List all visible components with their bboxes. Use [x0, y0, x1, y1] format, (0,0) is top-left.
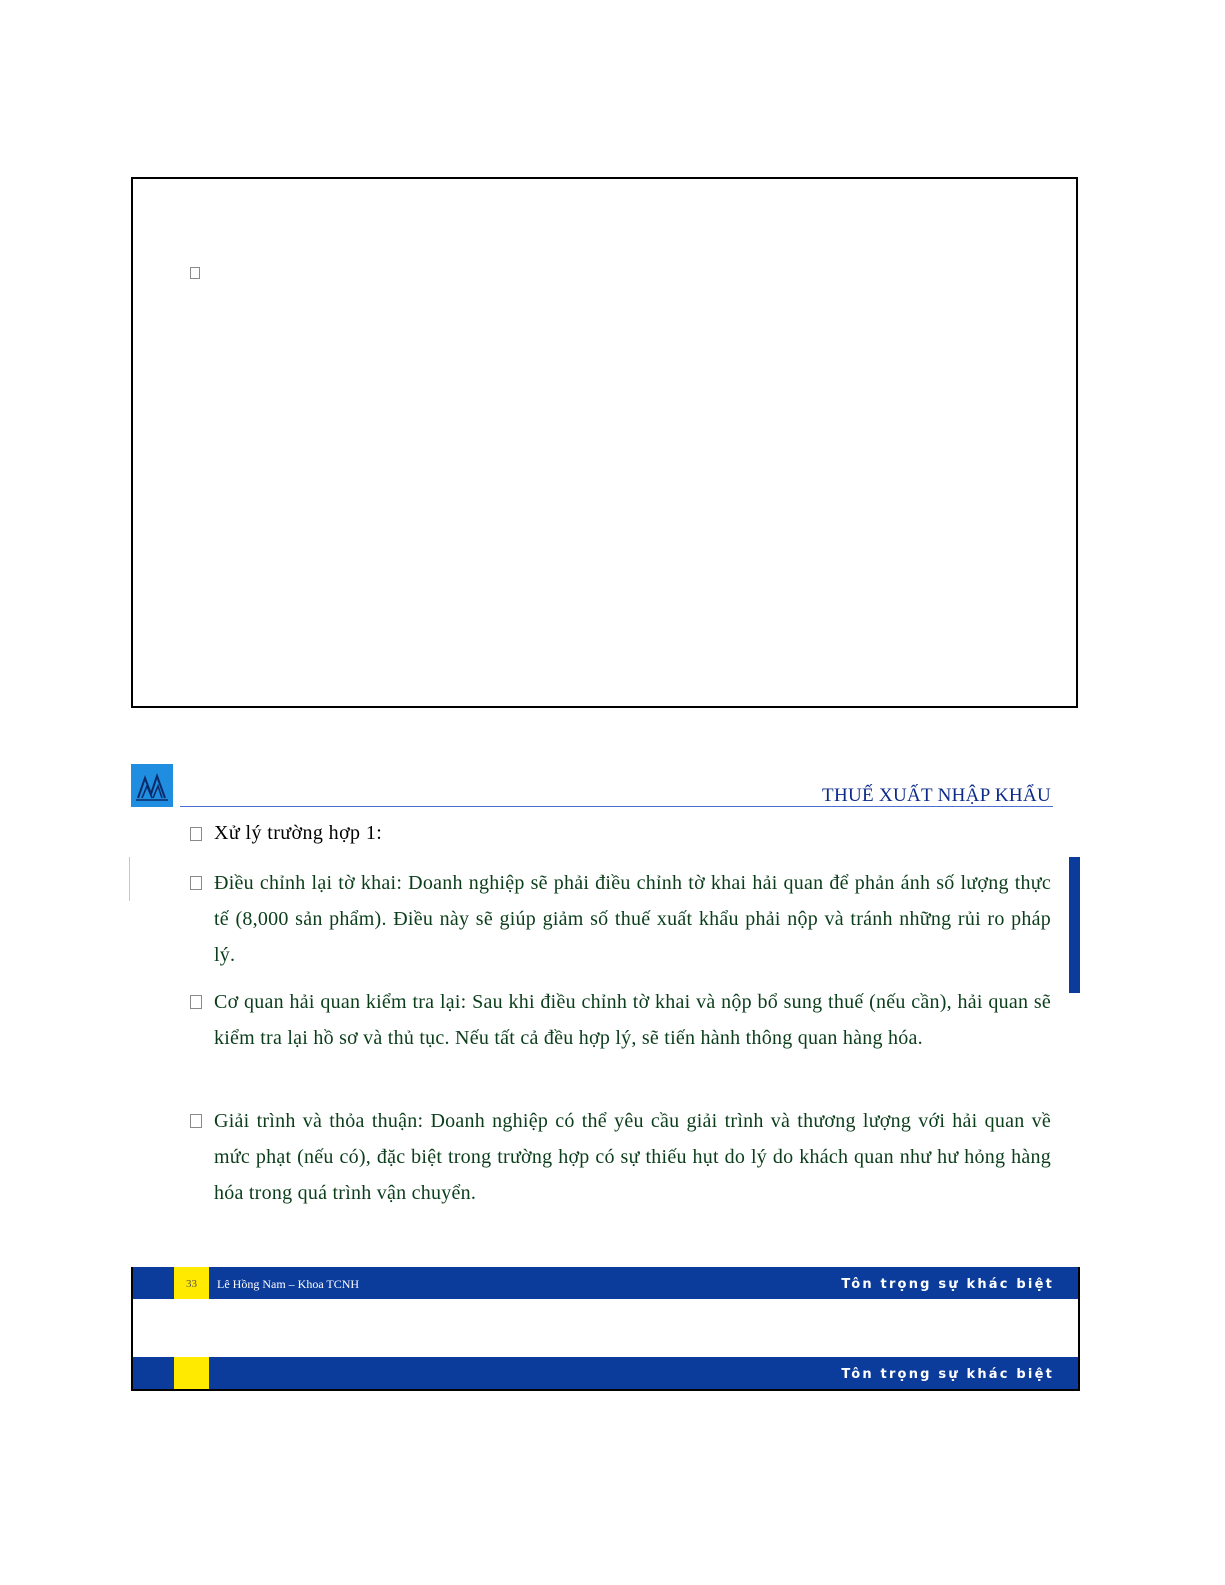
slide-footer	[131, 1267, 1080, 1391]
list-item	[214, 984, 1051, 1056]
footer-bar	[133, 1267, 1078, 1299]
item-lead: Cơ quan hải quan kiểm tra lại:	[214, 991, 467, 1013]
item-text: Sau khi điều chỉnh tờ khai và nộp bổ sung thuế (nếu cần), hải quan sẽ kiểm tra lại hồ sơ và thủ tục. Nếu tất cả đều hợp lý, sẽ tiến hành thông quan hàng hóa.	[214, 991, 1051, 1049]
footer-author: Lê Hồng Nam – Khoa TCNH	[217, 1277, 360, 1291]
side-accent-bar	[1069, 857, 1080, 993]
footer-bar-bottom	[133, 1357, 1078, 1389]
header-divider	[180, 806, 1053, 807]
list-item	[214, 1103, 1051, 1211]
square-bullet-icon	[190, 267, 200, 279]
square-bullet-icon	[190, 827, 202, 841]
footer-slogan-bottom: Tôn trọng sự khác biệt	[841, 1367, 1054, 1382]
page-number: 33	[174, 1267, 209, 1299]
item-text: Doanh nghiệp sẽ phải điều chỉnh tờ khai hải quan để phản ánh số lượng thực tế (8,000 sản phẩm). Điều này sẽ giúp giảm số thuế xuất khẩu phải nộp và tránh những rủi ro pháp lý.	[214, 872, 1051, 966]
left-accent-line	[129, 857, 130, 901]
section-heading: Xử lý trường hợp 1:	[214, 822, 383, 844]
slide-header-title: THUẾ XUẤT NHẬP KHẨU	[822, 785, 1051, 806]
square-bullet-icon	[190, 995, 202, 1009]
item-text: Doanh nghiệp có thể yêu cầu giải trình và thương lượng với hải quan về mức phạt (nếu có), đặc biệt trong trường hợp có sự thiếu hụt do lý do khách quan như hư hỏng hàng hóa trong quá trình vận chuyển.	[214, 1110, 1051, 1204]
item-lead: Giải trình và thỏa thuận:	[214, 1110, 424, 1132]
item-lead: Điều chỉnh lại tờ khai:	[214, 872, 403, 894]
page-number-box	[174, 1357, 209, 1389]
blank-slide-frame	[131, 177, 1078, 708]
university-logo-icon	[131, 764, 173, 807]
square-bullet-icon	[190, 876, 202, 890]
footer-slogan: Tôn trọng sự khác biệt	[841, 1277, 1054, 1292]
square-bullet-icon	[190, 1114, 202, 1128]
list-item	[214, 865, 1051, 973]
